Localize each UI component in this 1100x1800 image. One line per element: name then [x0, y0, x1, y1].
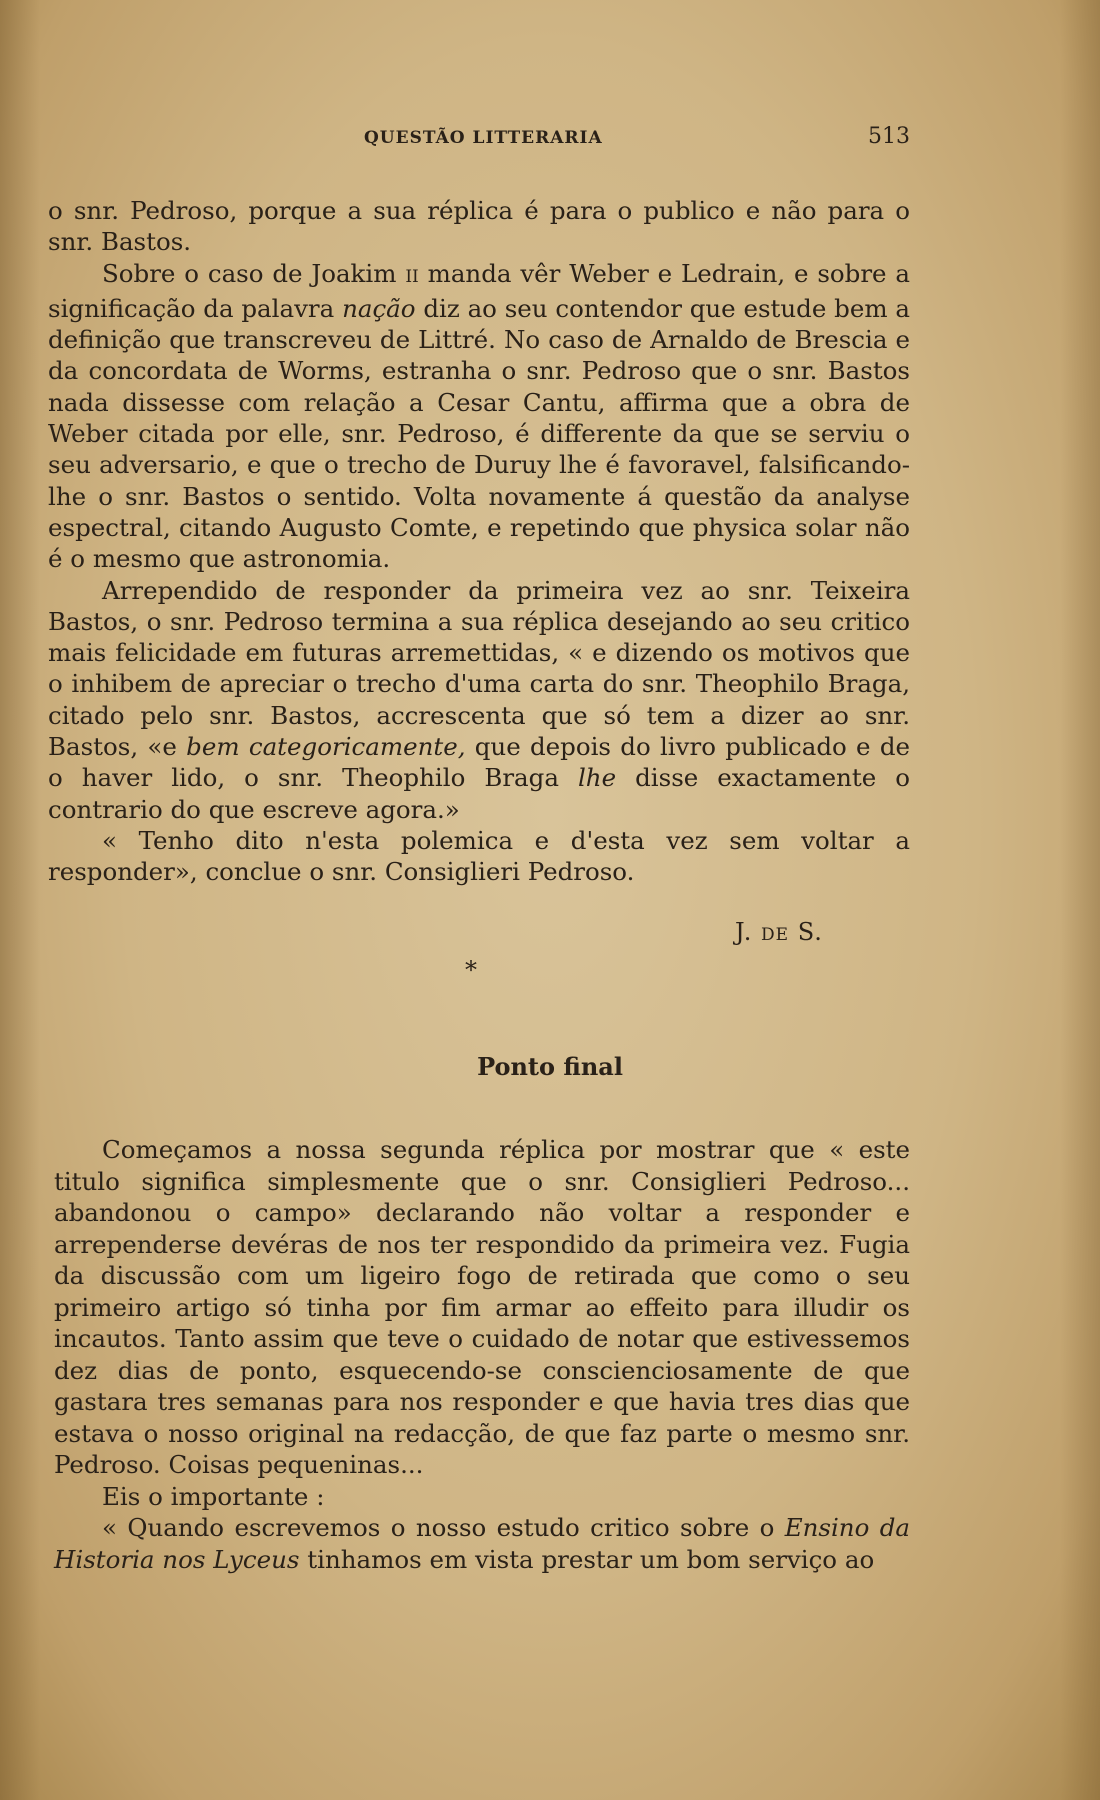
- paragraph-text: « Quando escrevemos o nosso estudo critico sobre o: [102, 1513, 785, 1542]
- book-title: Ensino da Historia nos Lyceus: [54, 1513, 910, 1574]
- roman-numeral: II: [405, 266, 419, 287]
- article-continuation: [48, 195, 910, 888]
- paragraph: [54, 1512, 910, 1575]
- section-title: Ponto final: [477, 1052, 623, 1081]
- paragraph-text: diz ao seu contendor que estude bem a definição que transcreveu de Littré. No caso de Arnaldo de Brescia e da concordata de Worms, estranha o snr. Pedroso que o snr. Bastos nada dissesse com relação a Cesar Cantu, affirma que a obra de Weber citada por elle, snr. Pedroso, é differente da que se serviu o seu adversario, e que o trecho de Duruy lhe é favoravel, falsificando-lhe o snr. Bastos o sentido. Volta novamente á questão da analyse espectral, citando Augusto Comte, e repetindo que physica solar não é o mesmo que astronomia.: [48, 293, 910, 574]
- paragraph-text: Sobre o caso de Joakim: [102, 258, 406, 288]
- italic-word: nação: [342, 293, 416, 323]
- paragraph-text: manda vêr Weber e Ledrain, e sobre a significação da palavra: [48, 258, 910, 323]
- page-number: 513: [868, 124, 910, 149]
- paragraph-text: tinhamos em vista prestar um bom serviço ao: [299, 1544, 875, 1574]
- italic-word: lhe: [577, 763, 617, 793]
- article-ponto-final: [54, 1134, 910, 1575]
- paragraph-text: Arrependido de responder da primeira vez ao snr. Teixeira Bastos, o snr. Pedroso termina a sua réplica desejando ao seu critico mais felicidade em futuras arremettidas, « e dizendo os motivos que o inhibem de apreciar o trecho d'uma carta do snr. Theophilo Braga, citado pelo snr. Bastos, accrescenta que só tem a dizer ao snr. Bastos, «e: [48, 575, 910, 762]
- page-header: [0, 124, 1100, 154]
- paragraph-text: « Tenho dito n'esta polemica e d'esta vez sem voltar a responder», conclue o snr. Consiglieri Pedroso.: [48, 825, 910, 887]
- signature-particle: DE: [761, 925, 790, 945]
- paragraph-text: Eis o importante :: [102, 1481, 325, 1511]
- section-separator: *: [465, 956, 477, 984]
- running-title: QUESTÃO LITTERARIA: [364, 128, 603, 148]
- paragraph-text: disse exactamente o contrario do que escreve agora.»: [48, 763, 911, 824]
- paragraph: [48, 195, 910, 258]
- paragraph: [54, 1134, 910, 1481]
- paragraph: [48, 575, 910, 825]
- paragraph-text: que depois do livro publicado e de o haver lido, o snr. Theophilo Braga: [48, 732, 911, 793]
- signature-initial: J.: [735, 918, 753, 946]
- paragraph-text: o snr. Pedroso, porque a sua réplica é para o publico e não para o snr. Bastos.: [48, 196, 910, 257]
- paragraph: [54, 1481, 910, 1513]
- italic-phrase: bem categoricamente,: [186, 732, 466, 762]
- paragraph: [48, 825, 910, 888]
- paragraph-text: Começamos a nossa segunda réplica por mostrar que « este titulo significa simplesmente que o snr. Consiglieri Pedroso... abandonou o campo» declarando não voltar a responder e arrependerse devéras de nos ter respondido da primeira vez. Fugia da discussão com um ligeiro fogo de retirada que como o seu primeiro artigo só tinha por fim armar ao effeito para illudir os incautos. Tanto assim que teve o cuidado de notar que estivessemos dez dias de ponto, esquecendo-se conscienciosamente de que gastara tres semanas para nos responder e que havia tres dias que estava o nosso original na redacção, de que faz parte o mesmo snr. Pedroso. Coisas pequeninas...: [54, 1135, 910, 1479]
- paragraph: [48, 258, 910, 575]
- author-signature: [735, 918, 823, 946]
- signature-surname: S.: [797, 918, 823, 946]
